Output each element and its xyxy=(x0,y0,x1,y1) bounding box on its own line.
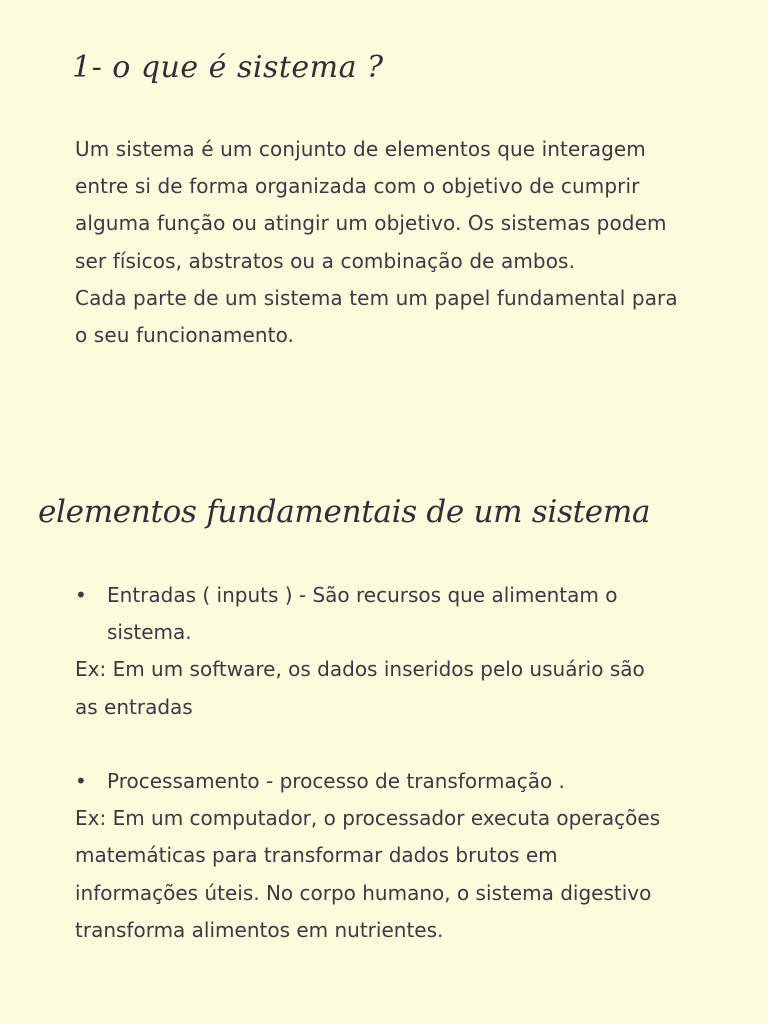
example-line: informações úteis. No corpo humano, o sistema digestivo xyxy=(75,880,652,905)
intro-line: Cada parte de um sistema tem um papel fundamental para xyxy=(75,285,678,310)
heading-fundamental-elements: elementos fundamentais de um sistema xyxy=(38,494,651,530)
intro-paragraph xyxy=(75,131,715,354)
intro-line: alguma função ou atingir um objetivo. Os sistemas podem xyxy=(75,211,667,236)
intro-line: ser físicos, abstratos ou a combinação de ambos. xyxy=(75,248,576,273)
bullet-line: sistema. xyxy=(107,620,192,645)
bullet-line: Entradas ( inputs ) - São recursos que alimentam o xyxy=(107,583,618,607)
bullet-item-processamento xyxy=(75,763,735,800)
example-line: Ex: Em um software, os dados inseridos pelo usuário são xyxy=(75,657,645,682)
bullet-item-entradas xyxy=(75,577,735,651)
section-entradas xyxy=(75,577,735,726)
example-line: Ex: Em um computador, o processador executa operações xyxy=(75,806,661,831)
section-processamento xyxy=(75,763,735,949)
bullet-icon: • xyxy=(75,583,87,607)
intro-line: o seu funcionamento. xyxy=(75,323,295,348)
example-line: as entradas xyxy=(75,694,193,719)
example-line: matemáticas para transformar dados brutos em xyxy=(75,843,558,868)
example-line: transforma alimentos em nutrientes. xyxy=(75,917,444,942)
bullet-line: Processamento - processo de transformação . xyxy=(107,769,565,793)
intro-line: entre si de forma organizada com o objetivo de cumprir xyxy=(75,174,640,199)
bullet-icon: • xyxy=(75,769,87,793)
intro-line: Um sistema é um conjunto de elementos que interagem xyxy=(75,137,646,161)
heading-what-is-system: 1- o que é sistema ? xyxy=(72,50,384,85)
